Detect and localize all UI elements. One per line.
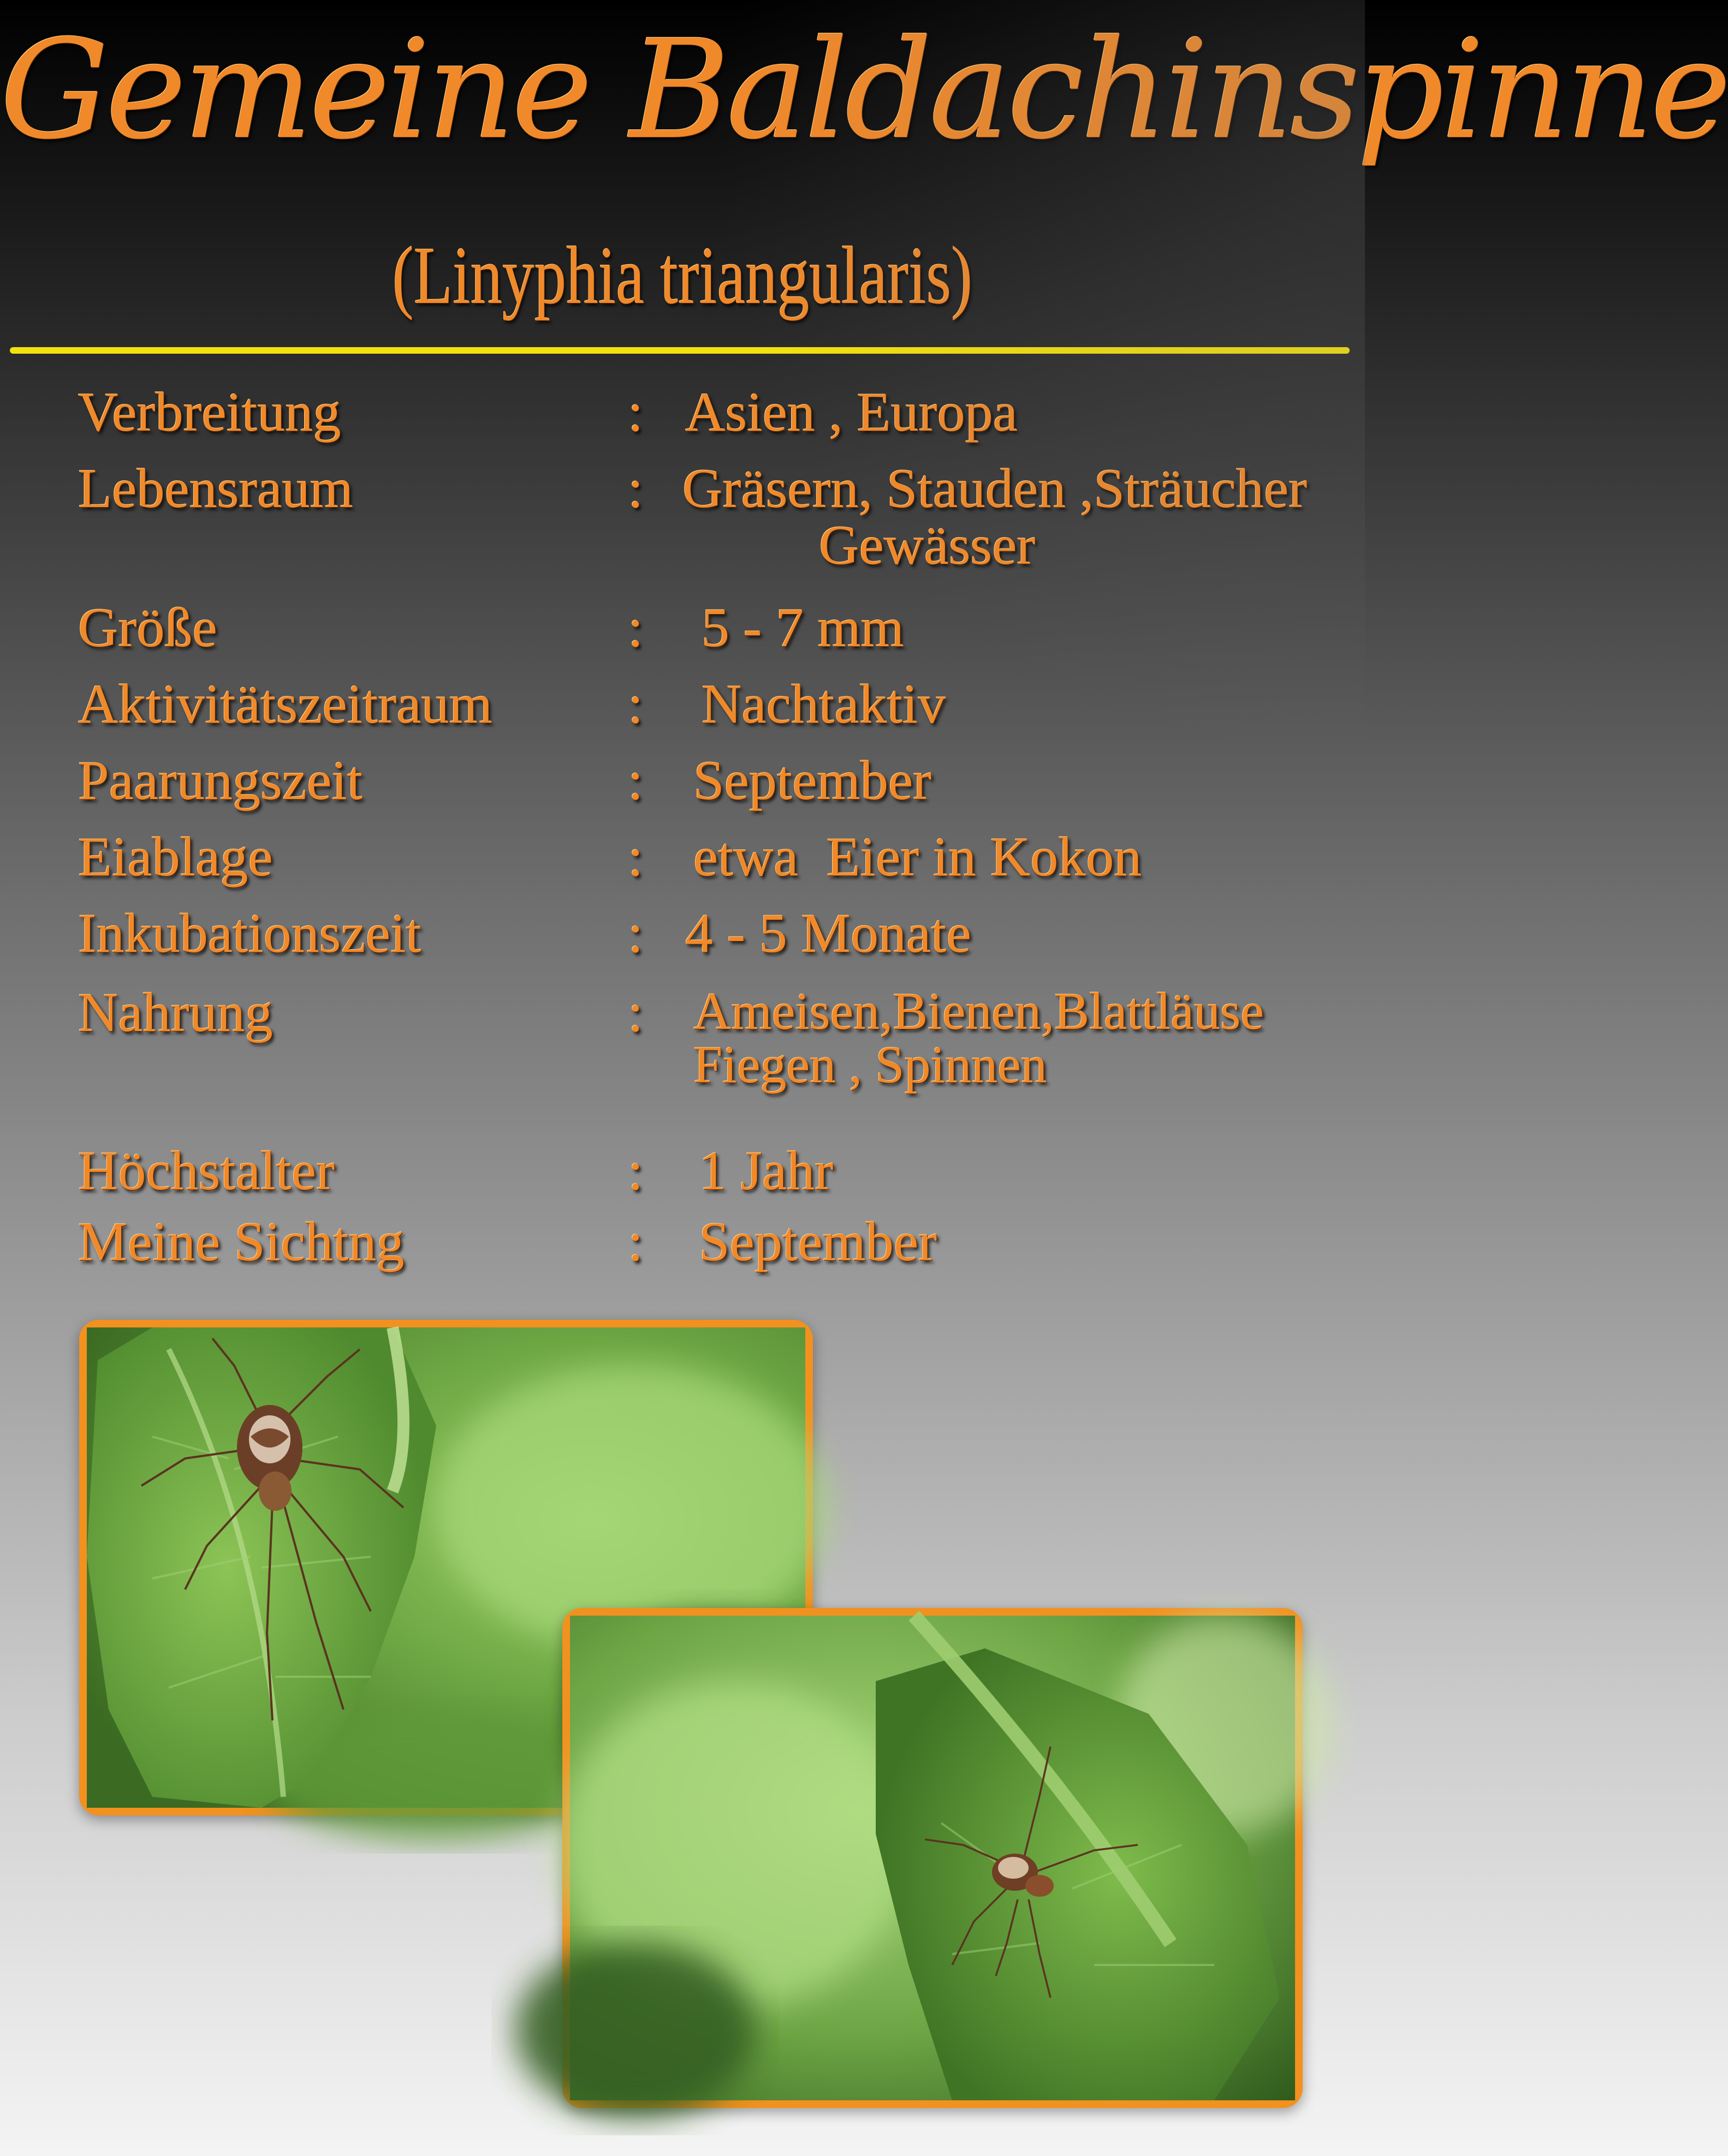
info-separator: : (628, 826, 644, 888)
info-separator: : (628, 982, 644, 1044)
info-label: Verbreitung (78, 382, 341, 443)
info-separator: : (628, 674, 644, 735)
info-row-nahrung (0, 980, 1365, 1094)
info-separator: : (628, 750, 644, 812)
info-value: Ameisen,Bienen,Blattläuse (693, 982, 1264, 1040)
info-value: Gräsern, Stauden ,Sträucher (682, 458, 1308, 520)
info-value: September (693, 750, 932, 812)
info-value: 5 - 7 mm (702, 597, 905, 659)
info-separator: : (628, 1211, 644, 1273)
info-separator: : (628, 597, 644, 659)
info-value: 4 - 5 Monate (685, 903, 972, 964)
info-row-lebensraum (0, 456, 1365, 576)
info-row-aktivitaetszeitraum (0, 671, 1365, 737)
info-label: Eiablage (78, 826, 273, 888)
info-label: Lebensraum (78, 458, 354, 520)
info-value: Asien , Europa (685, 382, 1018, 443)
info-row-hoechstalter (0, 1138, 1365, 1204)
info-label: Größe (78, 597, 217, 659)
info-row-groesse (0, 595, 1365, 660)
info-value: Nachtaktiv (702, 674, 946, 735)
info-separator: : (628, 903, 644, 964)
info-value: September (699, 1211, 937, 1273)
info-row-inkubationszeit (0, 901, 1365, 966)
info-separator: : (628, 458, 644, 520)
info-label: Inkubationszeit (78, 903, 421, 964)
spider-on-leaf-illustration (570, 1616, 1295, 2100)
info-row-paarungszeit (0, 748, 1365, 813)
title-divider (10, 347, 1350, 354)
info-value-continued: Gewässer (819, 515, 1036, 576)
info-value: etwa Eier in Kokon (693, 826, 1142, 888)
info-row-meine-sichtung (0, 1209, 1365, 1274)
info-label: Paarungszeit (78, 750, 363, 812)
info-separator: : (628, 1140, 644, 1202)
info-separator: : (628, 382, 644, 443)
info-row-eiablage (0, 824, 1365, 890)
info-label: Nahrung (78, 982, 273, 1044)
info-row-verbreitung (0, 379, 1365, 445)
info-value-continued: Fiegen , Spinnen (693, 1035, 1047, 1094)
info-label: Höchstalter (78, 1140, 335, 1202)
spider-photo-2 (562, 1608, 1303, 2108)
info-value: 1 Jahr (699, 1140, 834, 1202)
poster-subtitle: (Linyphia triangularis) (392, 230, 973, 321)
info-label: Meine Sichtng (78, 1211, 405, 1273)
poster-title: Gemeine Baldachinspinne (0, 10, 1728, 169)
info-label: Aktivitätszeitraum (78, 674, 493, 735)
